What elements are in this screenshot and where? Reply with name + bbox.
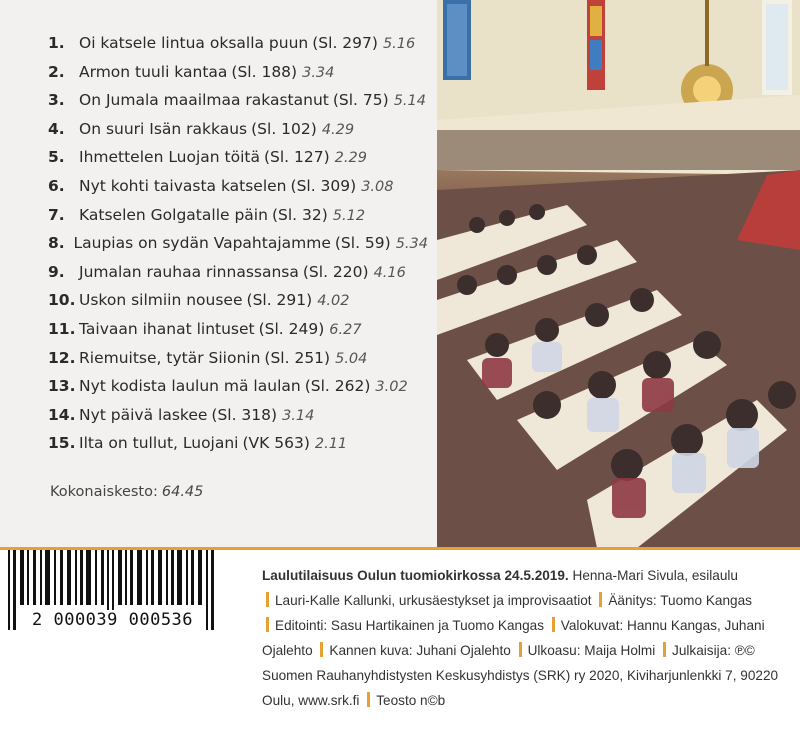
track-row (48, 349, 428, 378)
credit-recording: Äänitys: Tuomo Kangas (608, 593, 752, 608)
track-title: Uskon silmiin nousee (79, 291, 243, 310)
track-reference: (Sl. 75) (332, 91, 389, 110)
track-number: 6. (48, 176, 65, 195)
separator (367, 692, 370, 707)
track-number: 4. (48, 119, 65, 138)
track-row (48, 177, 428, 206)
credit-publisher: Julkaisija: ℗© (672, 643, 755, 658)
track-duration: 5.12 (332, 207, 366, 224)
barcode-bars (0, 550, 240, 743)
credit-teosto: Teosto n©b (376, 693, 446, 708)
track-row (48, 34, 428, 63)
credits-headline: Laulutilaisuus Oulun tuomiokirkossa 24.5.2019. (262, 568, 569, 583)
track-duration: 3.34 (302, 64, 335, 81)
barcode (0, 550, 240, 743)
track-row (48, 406, 428, 435)
track-title: Riemuitse, tytär Siionin (79, 348, 261, 367)
track-reference: (Sl. 309) (290, 176, 357, 195)
track-duration: 4.16 (373, 264, 406, 281)
track-title: Oi katsele lintua oksalla puun (79, 34, 309, 52)
track-duration: 2.11 (314, 436, 348, 453)
track-row (48, 63, 428, 92)
track-duration: 3.14 (282, 407, 315, 424)
track-row (48, 320, 428, 349)
track-number: 2. (48, 62, 65, 81)
track-reference: (Sl. 127) (263, 148, 330, 167)
credit-organist: Lauri-Kalle Kallunki, urkusäestykset ja improvisaatiot (275, 593, 592, 608)
track-title: Ihmettelen Luojan töitä (79, 148, 260, 167)
track-title: Taivaan ihanat lintuset (79, 319, 255, 338)
track-reference: (Sl. 102) (251, 119, 317, 138)
barcode-digits: 2 000039 000536 (32, 610, 194, 630)
track-duration: 3.02 (375, 379, 408, 396)
track-reference: (Sl. 32) (271, 205, 328, 224)
tracklist (48, 34, 428, 463)
total-duration (50, 484, 203, 500)
track-reference: (Sl. 291) (246, 291, 313, 310)
track-number: 11. (48, 319, 76, 338)
track-number: 8. (48, 234, 65, 253)
track-duration: 5.16 (382, 36, 416, 52)
track-title: Armon tuuli kantaa (79, 62, 228, 81)
track-duration: 5.04 (335, 350, 368, 367)
track-row (48, 291, 428, 320)
track-title: Jumalan rauhaa rinnassansa (79, 262, 299, 281)
track-reference: (Sl. 249) (258, 319, 325, 338)
track-number: 15. (48, 434, 76, 453)
track-reference: (Sl. 297) (312, 34, 378, 52)
credits (262, 563, 787, 713)
credit-photos: Valokuvat: Hannu Kangas, Juhani Ojalehto (262, 618, 765, 658)
track-title: On Jumala maailmaa rakastanut (79, 91, 329, 110)
track-duration: 2.29 (334, 150, 367, 167)
credit-editing: Editointi: Sasu Hartikainen ja Tuomo Kangas (275, 618, 545, 633)
total-value: 64.45 (161, 484, 204, 500)
track-reference: (VK 563) (242, 434, 310, 453)
track-row (48, 263, 428, 292)
track-row (48, 206, 428, 235)
track-number: 13. (48, 377, 76, 396)
track-number: 7. (48, 205, 65, 224)
credit-cover: Kannen kuva: Juhani Ojalehto (329, 643, 511, 658)
track-title: Nyt päivä laskee (79, 405, 208, 424)
track-duration: 4.02 (317, 293, 350, 310)
total-label: Kokonaiskesto: (50, 484, 158, 500)
track-title: Ilta on tullut, Luojani (79, 434, 239, 453)
church-congregation-photo (437, 0, 800, 548)
track-number: 3. (48, 91, 65, 110)
separator (599, 592, 602, 607)
track-title: Katselen Golgatalle päin (79, 205, 268, 224)
track-duration: 5.34 (395, 236, 428, 253)
track-title: Laupias on sydän Vapahtajamme (73, 234, 331, 253)
track-duration: 6.27 (329, 321, 362, 338)
tracklist-panel (0, 0, 437, 548)
track-number: 10. (48, 291, 76, 310)
track-reference: (Sl. 318) (211, 405, 278, 424)
track-row (48, 120, 428, 149)
separator (266, 617, 269, 632)
track-reference: (Sl. 188) (231, 62, 298, 81)
credits-lead: Henna-Mari Sivula, esilaulu (572, 568, 738, 583)
credit-publisher-address: Suomen Rauhanyhdistysten Keskusyhdistys (SRK) ry 2020, Kiviharjunlenkki 7, 90220 Oulu, www.srk.fi (262, 668, 779, 708)
track-row (48, 234, 428, 263)
separator (519, 642, 522, 657)
separator (266, 592, 269, 607)
track-number: 14. (48, 405, 76, 424)
track-title: On suuri Isän rakkaus (79, 119, 248, 138)
track-title: Nyt kodista laulun mä laulan (79, 377, 301, 396)
separator (320, 642, 323, 657)
track-row (48, 434, 428, 463)
credit-layout: Ulkoasu: Maija Holmi (527, 643, 656, 658)
track-number: 12. (48, 348, 76, 367)
track-number: 5. (48, 148, 65, 167)
separator (663, 642, 666, 657)
track-number: 9. (48, 262, 65, 281)
track-reference: (Sl. 59) (334, 234, 391, 253)
track-duration: 5.14 (393, 93, 426, 110)
track-duration: 4.29 (321, 121, 355, 138)
track-title: Nyt kohti taivasta katselen (79, 176, 287, 195)
track-reference: (Sl. 262) (304, 377, 371, 396)
separator (552, 617, 555, 632)
photo-illustration (437, 0, 800, 548)
track-number: 1. (48, 34, 65, 52)
track-reference: (Sl. 220) (302, 262, 369, 281)
track-row (48, 91, 428, 120)
track-row (48, 377, 428, 406)
track-duration: 3.08 (361, 178, 394, 195)
track-row (48, 148, 428, 177)
track-reference: (Sl. 251) (264, 348, 331, 367)
